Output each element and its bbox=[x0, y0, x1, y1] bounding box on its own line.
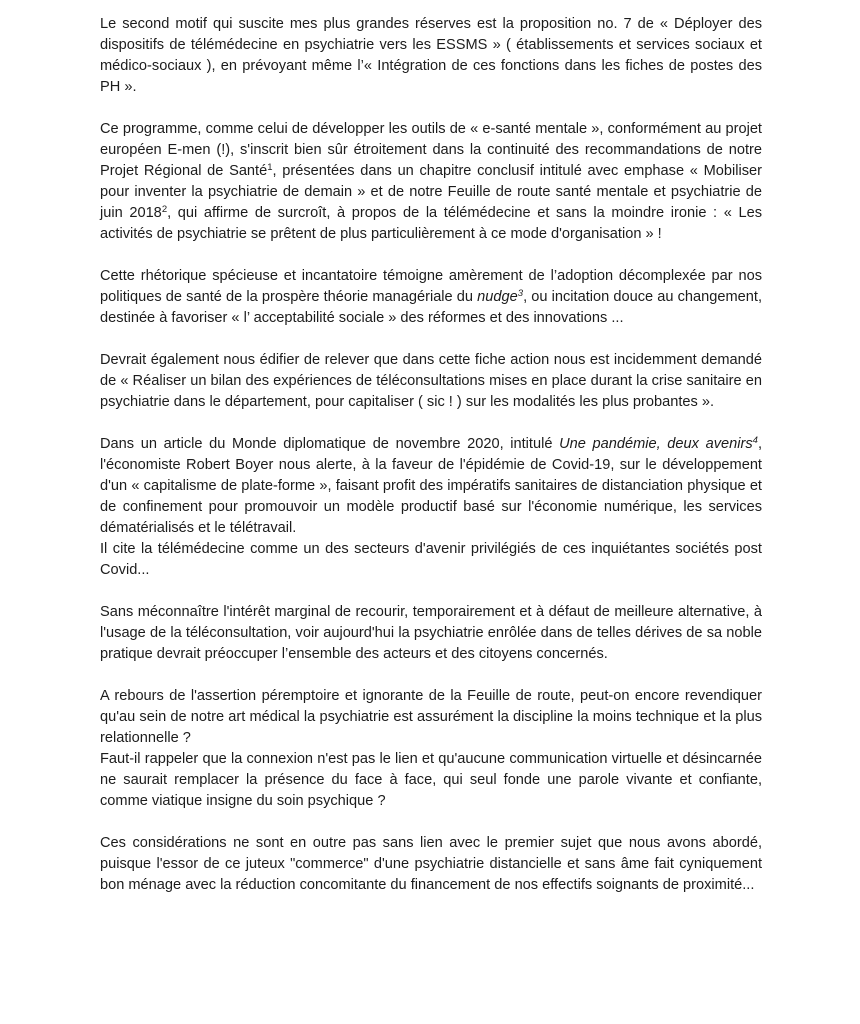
text-run: Faut-il rappeler que la connexion n'est pas le lien et qu'aucune communication virtuelle et désincarnée ne saurait remplacer la présence du face à face, qui seul fonde une parole vivante et confiante, comme viatique insigne du soin psychique ? bbox=[100, 751, 762, 809]
paragraph bbox=[100, 266, 762, 329]
text-run: Sans méconnaître l'intérêt marginal de recourir, temporairement et à défaut de meilleure alternative, à l'usage de la téléconsultation, voir aujourd'hui la psychiatrie enrôlée dans de telles dérives de sa noble pratique devrait préoccuper l’ensemble des acteurs et des citoyens concernés. bbox=[100, 604, 762, 662]
text-run: , l'économiste Robert Boyer nous alerte, à la faveur de l'épidémie de Covid-19, sur le développement d'un « capitalisme de plate-forme », faisant profit des impératifs sanitaires de distanciation physique et de confinement pour promouvoir un modèle productif basé sur l'économie numérique, les services dématérialisés et le télétravail. bbox=[100, 436, 762, 536]
text-run: Le second motif qui suscite mes plus grandes réserves est la proposition no. 7 de « Déployer des dispositifs de télémédecine en psychiatrie vers les ESSMS » ( établissements et services sociaux et médico-sociaux ), en prévoyant même l’« Intégration de ces fonctions dans les fiches de postes des PH ». bbox=[100, 16, 762, 95]
text-run: , présentées dans un chapitre conclusif intitulé avec emphase « Mobiliser pour inventer la psychiatrie de demain » et de notre Feuille de route santé mentale et psychiatrie de juin 2018 bbox=[100, 163, 763, 221]
italic-text: nudge bbox=[477, 289, 518, 305]
text-run: Ces considérations ne sont en outre pas sans lien avec le premier sujet que nous avons abordé, puisque l'essor de ce juteux "commerce" d'une psychiatrie distancielle et sans âme fait cyniquement bon ménage avec la réduction concomitante du financement de nos effectifs soignants de proximité... bbox=[100, 835, 762, 893]
text-run: Devrait également nous édifier de relever que dans cette fiche action nous est incidemment demandé de « Réaliser un bilan des expériences de téléconsultations mises en place durant la crise sanitaire en psychiatrie dans le département, pour capitaliser ( sic ! ) sur les modalités les plus probantes ». bbox=[100, 352, 762, 410]
footnote-marker: 1 bbox=[267, 161, 273, 173]
text-run: , qui affirme de surcroît, à propos de la télémédecine et sans la moindre ironie : « Les activités de psychiatrie se prêtent de plus particulièrement à ce mode d'organisation » ! bbox=[100, 205, 762, 242]
paragraph bbox=[100, 14, 762, 98]
footnote-marker: 4 bbox=[752, 434, 758, 446]
paragraph bbox=[100, 539, 762, 581]
paragraph bbox=[100, 350, 762, 413]
footnote-marker: 2 bbox=[161, 203, 168, 215]
text-run: Il cite la télémédecine comme un des secteurs d'avenir privilégiés de ces inquiétantes sociétés post Covid... bbox=[100, 541, 762, 578]
paragraph bbox=[100, 119, 762, 245]
italic-text: Une pandémie, deux avenirs bbox=[559, 436, 753, 452]
paragraph bbox=[100, 833, 762, 896]
paragraph bbox=[100, 686, 762, 749]
paragraph bbox=[100, 434, 762, 539]
text-run: , ou incitation douce au changement, destinée à favoriser « l’ acceptabilité sociale » des réformes et des innovations ... bbox=[100, 289, 762, 326]
footnote-marker: 3 bbox=[517, 287, 524, 299]
paragraph bbox=[100, 602, 762, 665]
text-run: Ce programme, comme celui de développer les outils de « e-santé mentale », conformément au projet européen E-men (!), s'inscrit bien sûr étroitement dans la continuité des recommandations de notre Projet Régional de Santé bbox=[100, 121, 762, 179]
text-run: Cette rhétorique spécieuse et incantatoire témoigne amèrement de l’adoption décomplexée par nos politiques de santé de la prospère théorie managériale du bbox=[100, 268, 762, 305]
text-run: A rebours de l'assertion péremptoire et ignorante de la Feuille de route, peut-on encore revendiquer qu'au sein de notre art médical la psychiatrie est assurément la discipline la moins technique et la plus relationnelle ? bbox=[100, 688, 762, 746]
paragraph bbox=[100, 749, 762, 812]
document-body bbox=[100, 14, 762, 896]
text-run: Dans un article du Monde diplomatique de novembre 2020, intitulé bbox=[100, 436, 560, 452]
